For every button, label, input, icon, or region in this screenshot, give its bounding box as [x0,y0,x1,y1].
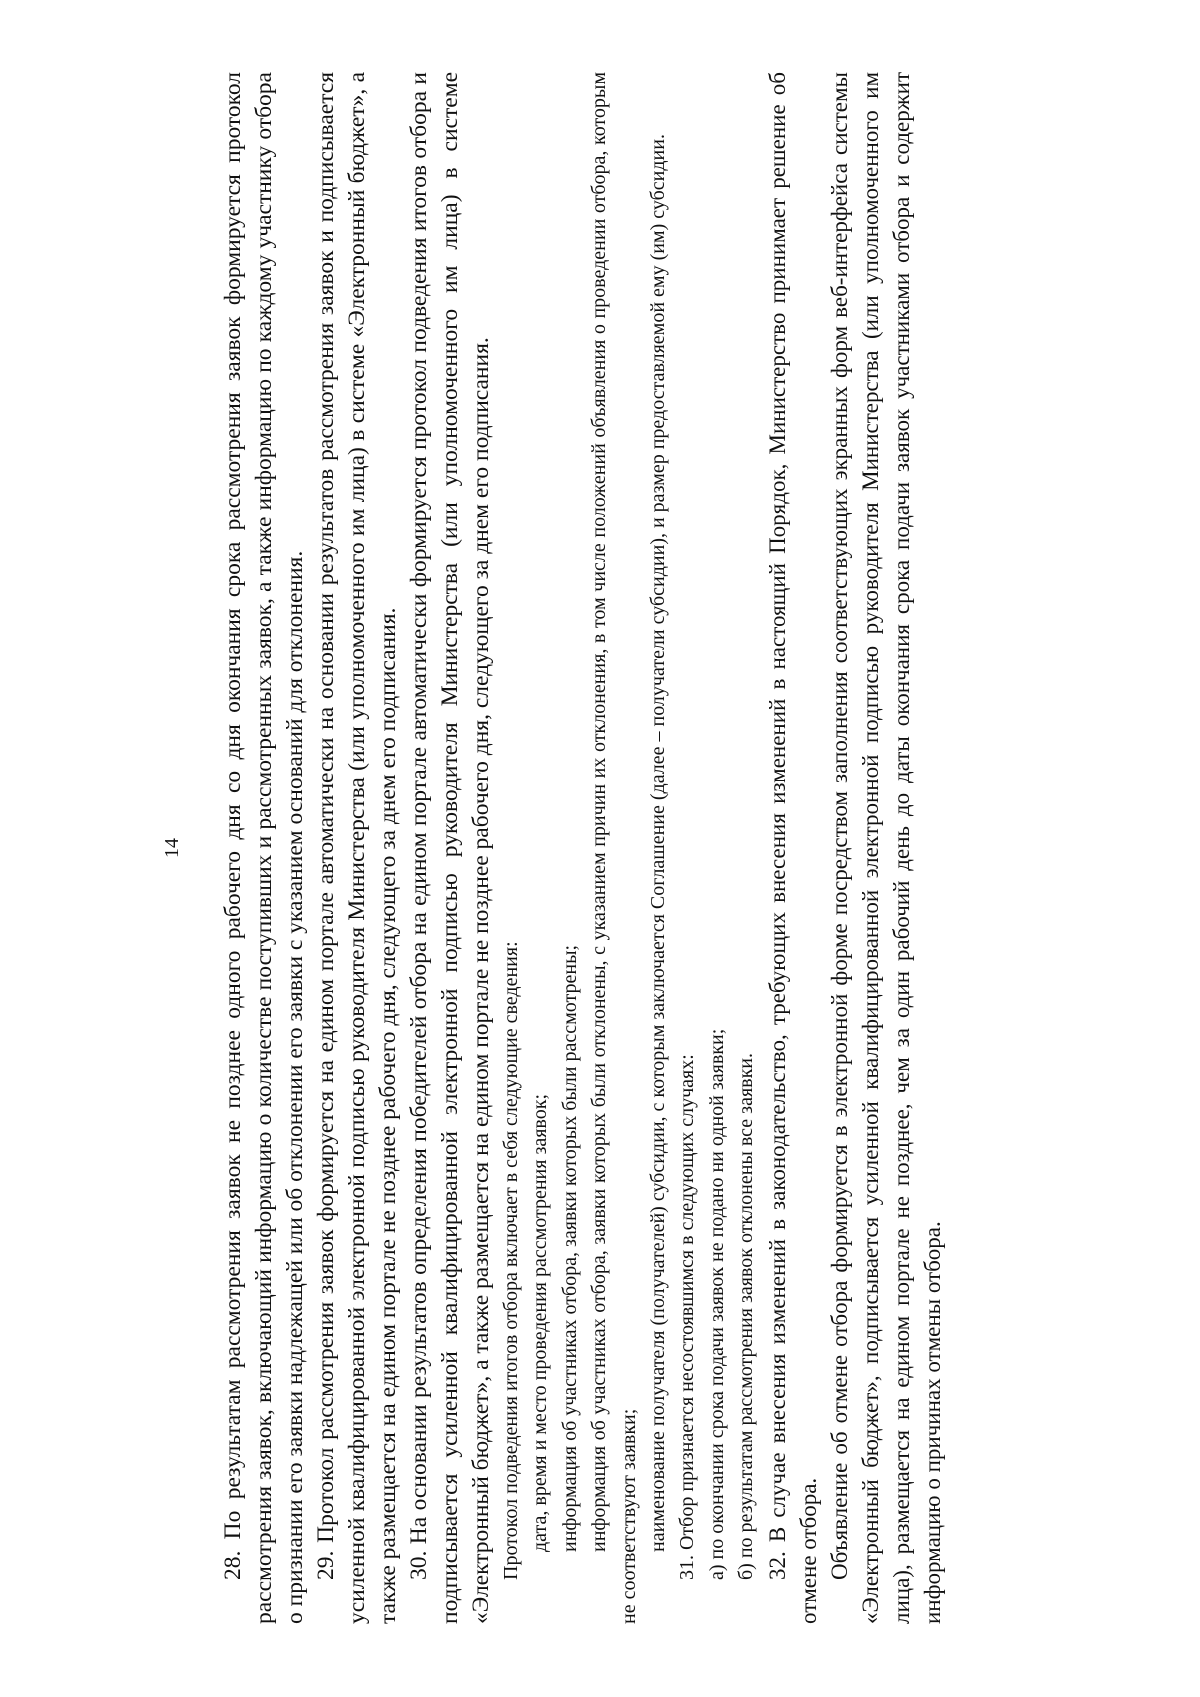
paragraph-28: 28. По результатам рассмотрения заявок не позднее одного рабочего дня со дня окончания срока рассмотрения заявок формируется протокол рассмотрения заявок, включающий информацию о количестве поступивших и рассмотренных заявок, а также информацию по каждому участнику отбора о признании его заявки надлежащей или об отклонении его заявки с указанием оснований для отклонения. [220,72,308,1624]
paragraph-protocol-intro: Протокол подведения итогов отбора включает в себя следующие сведения: [500,941,522,1580]
paragraph-cancellation-notice: Объявление об отмене отбора формируется в электронной форме посредством заполнения соответствующих экранных форм веб-интерфейса системы «Электронный бюджет», подписывается усиленной квалифицированной электронной подписью руководителя Министерства (или уполномоченного им лица), размещается на едином портале не позднее, чем за один рабочий день до даты окончания срока подачи заявок участниками отбора и содержит информацию о причинах отмены отбора. [826,72,945,1624]
section-protocol-contents [497,72,762,1624]
paragraph-29: 29. Протокол рассмотрения заявок формируется на едином портале автоматически на основании результатов рассмотрения заявок и подписывается усиленной квалифицированной электронной подписью руководителя Министерства (или уполномоченного им лица) в системе «Электронный бюджет», а также размещается на едином портале не позднее рабочего дня, следующего за днем его подписания. [313,72,401,1624]
paragraph-30: 30. На основании результатов определения победителей отбора на едином портале автоматически формируется протокол подведения итогов отбора и подписывается усиленной квалифицированной электронной подписью руководителя Министерства (или уполномоченного им лица) в системе «Электронный бюджет», а также размещается на едином портале не позднее рабочего дня, следующего за днем его подписания. [406,72,494,1624]
rotated-text-block [160,68,1040,1628]
list-item-date: дата, время и место проведения рассмотрения заявок; [529,1093,552,1552]
paragraph-31: 31. Отбор признается несостоявшимся в следующих случаях: [676,1054,699,1580]
list-item-rejected: информация об участниках отбора, заявки которых были отклонены, с указанием причин их отклонения, в том числе положений объявления о проведении отбора, которым не соответствуют заявки; [588,72,640,1624]
page-number: 14 [161,838,183,858]
list-item-considered: информация об участниках отбора, заявки которых были рассмотрены; [558,944,581,1552]
list-item-a: а) по окончании срока подачи заявок не подано ни одной заявки; [705,1028,728,1580]
section-cancellation [762,72,948,1624]
list-item-recipients: наименование получателя (получателей) субсидии, с которым заключается Соглашение (далее – получатели субсидии), и размер предоставляемой ему (им) субсидии. [647,134,670,1552]
section-protocols [218,72,497,1624]
paragraph-32: 32. В случае внесения изменений в законодательство, требующих внесения изменений в настоящий Порядок, Министерство принимает решение об отмене отбора. [764,72,821,1624]
list-item-b: б) по результатам рассмотрения заявок отклонены все заявки. [735,1052,758,1580]
